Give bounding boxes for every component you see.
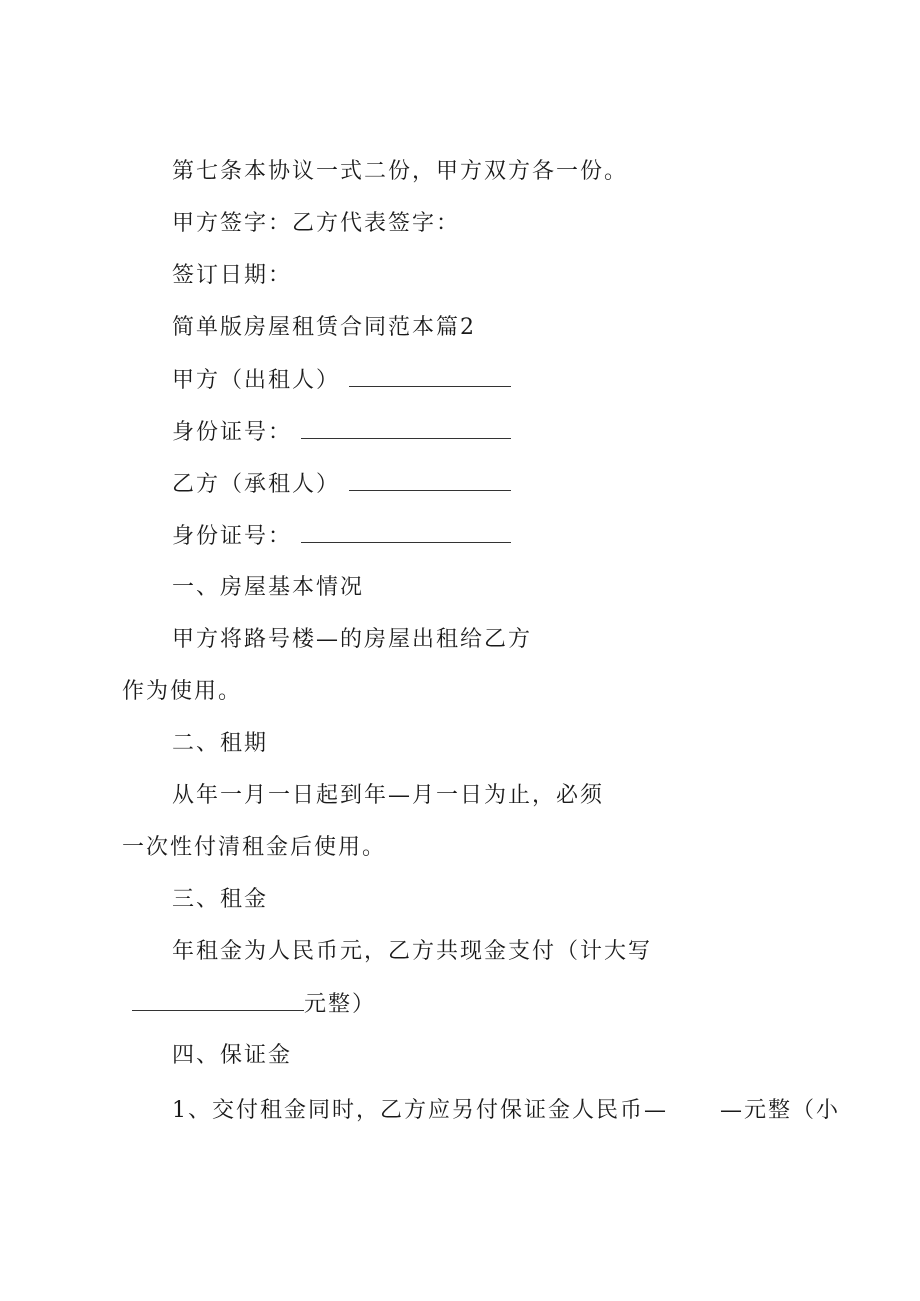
amount-words-blank: [132, 990, 304, 1011]
clause-seven: 第七条本协议一式二份，甲方双方各一份。: [172, 159, 629, 184]
contract-title: 简单版房屋租赁合同范本篇2: [172, 315, 476, 340]
section-three-heading: 三、租金: [172, 887, 269, 912]
section-one-text: 甲方将路号楼—的房屋出租给乙方: [172, 627, 533, 652]
signature-line: 甲方签字：乙方代表签字：: [172, 211, 461, 236]
section-four-heading: 四、保证金: [172, 1043, 293, 1068]
party-b-id-blank: [301, 522, 511, 543]
section-one-heading: 一、房屋基本情况: [172, 575, 365, 600]
party-b-blank: [349, 470, 511, 491]
party-a-line: [172, 366, 511, 395]
sign-date-line: 签订日期：: [172, 263, 293, 288]
party-b-id-line: [172, 522, 511, 551]
amount-words-suffix: 元整）: [304, 992, 377, 1017]
party-a-id-blank: [301, 418, 511, 439]
deposit-text-a: 1、交付租金同时，乙方应另付保证金人民币—: [172, 1098, 668, 1123]
amount-words-line: [132, 990, 376, 1019]
section-three-text: 年租金为人民币元，乙方共现金支付（计大写: [172, 939, 653, 964]
party-a-id-line: [172, 418, 511, 447]
deposit-text-b: —元整（小: [720, 1098, 841, 1123]
party-a-id-label: 身份证号：: [172, 420, 293, 445]
section-one-text-cont: 作为使用。: [122, 679, 243, 704]
section-two-text: 从年一月一日起到年—月一日为止，必须: [172, 783, 605, 808]
section-two-text-cont: 一次性付清租金后使用。: [122, 835, 387, 860]
deposit-line: [172, 1097, 840, 1125]
section-two-heading: 二、租期: [172, 731, 269, 756]
party-b-id-label: 身份证号：: [172, 524, 293, 549]
party-a-label: 甲方（出租人）: [172, 368, 341, 393]
party-b-line: [172, 470, 511, 499]
party-b-label: 乙方（承租人）: [172, 472, 341, 497]
party-a-blank: [349, 366, 511, 387]
